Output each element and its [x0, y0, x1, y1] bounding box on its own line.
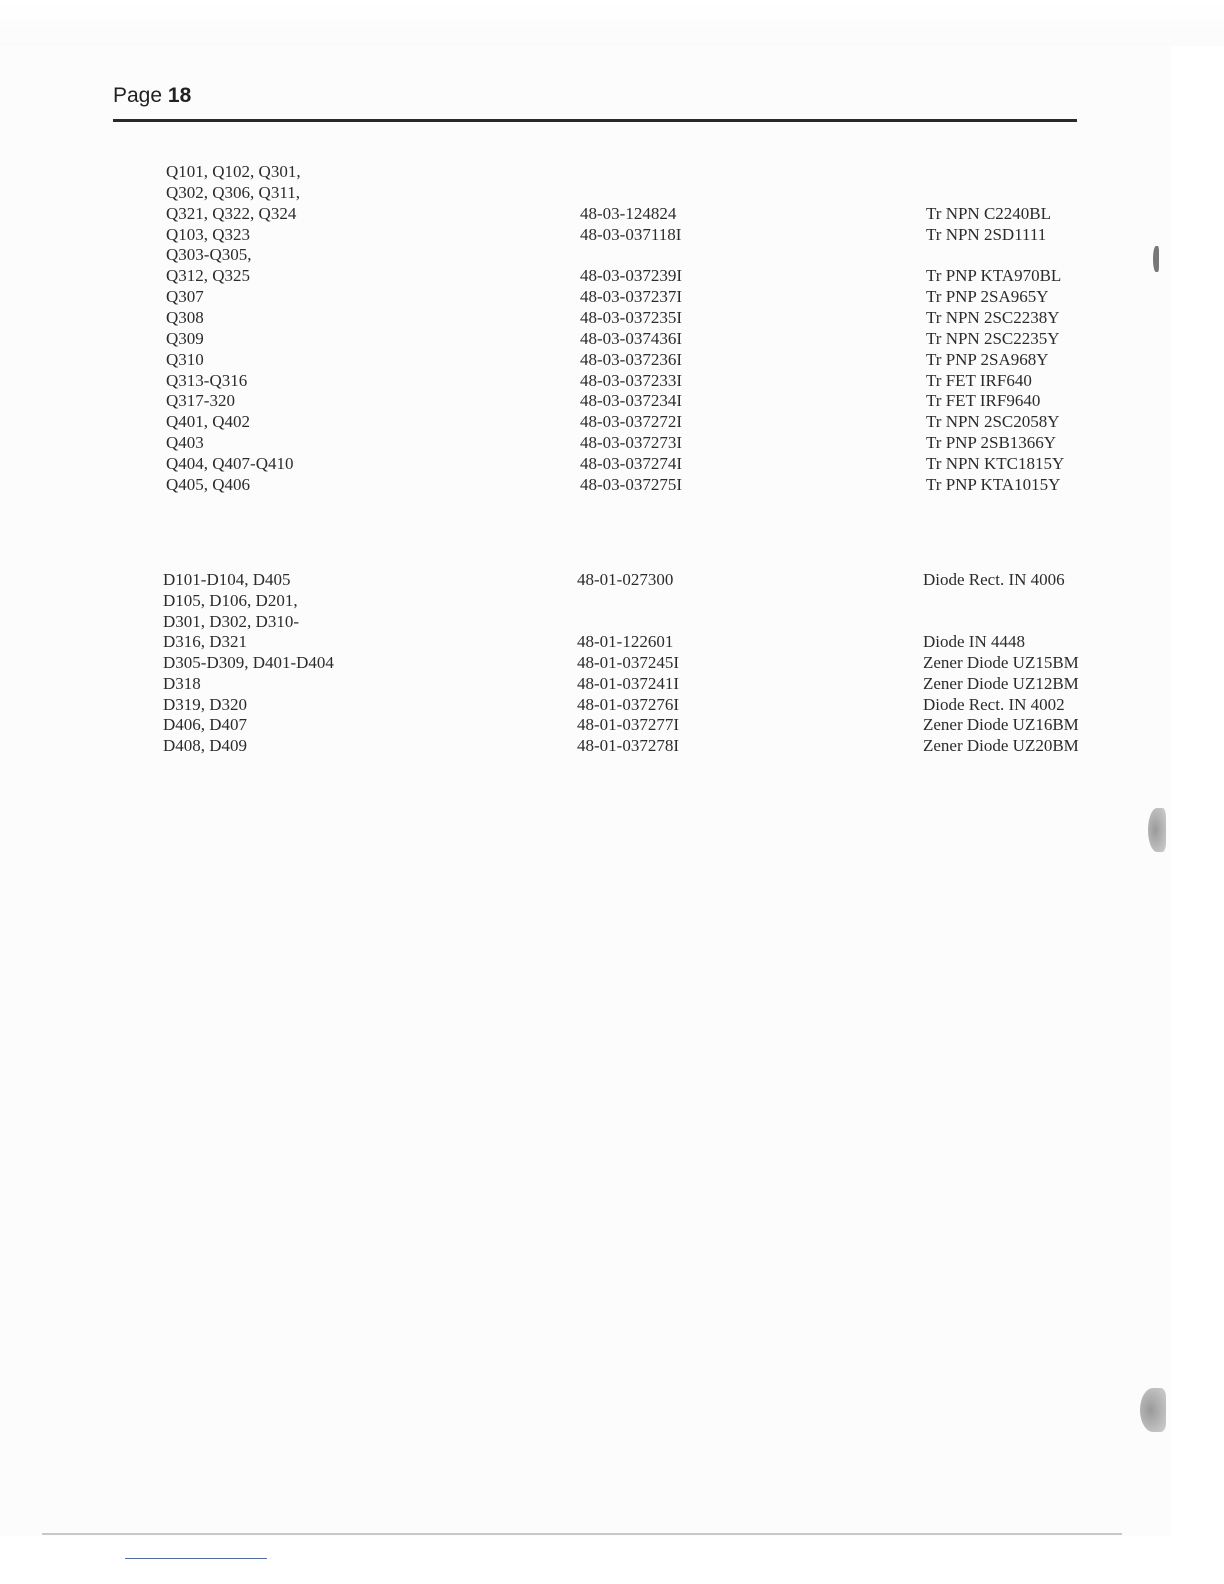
part-number: 48-01-037245I — [577, 653, 679, 672]
ref-designator: Q312, Q325 — [166, 266, 251, 286]
ref-designator: D301, D302, D310- — [163, 611, 299, 631]
part-number: 48-03-037235I — [580, 307, 682, 327]
part-description: Diode IN 4448 — [923, 632, 1025, 652]
part-number: 48-01-037278I — [577, 736, 679, 755]
binder-hole-mark — [1153, 246, 1159, 272]
part-number: 48-03-037237I — [580, 287, 682, 307]
part-description: Tr PNP 2SA968Y — [926, 349, 1049, 369]
ref-designator: Q405, Q406 — [166, 474, 251, 494]
part-number: 48-03-037272I — [580, 412, 682, 432]
ref-designator: Q309 — [166, 328, 204, 348]
part-number: 48-01-037241I — [577, 673, 679, 693]
part-number: 48-03-037275I — [580, 474, 682, 494]
ref-designator: D105, D106, D201, — [163, 590, 298, 610]
part-number: 48-01-027300 — [577, 570, 674, 589]
sheet-bottom-edge — [42, 1533, 1122, 1535]
part-number: 48-01-037277I — [577, 715, 679, 735]
part-number: 48-03-037274I — [580, 453, 682, 473]
part-description: Zener Diode UZ15BM — [923, 653, 1079, 672]
ref-designator: Q404, Q407-Q410 — [166, 453, 294, 473]
ref-designator: Q302, Q306, Q311, — [166, 182, 300, 202]
ref-designator: D408, D409 — [163, 736, 248, 755]
part-description: Tr NPN 2SC2238Y — [926, 307, 1060, 327]
part-number: 48-01-122601 — [577, 632, 674, 652]
underline-mark — [125, 1558, 267, 1559]
part-description: Tr PNP KTA1015Y — [926, 474, 1061, 494]
page-number: 18 — [167, 84, 192, 107]
ref-designator: Q308 — [166, 307, 204, 327]
part-description: Zener Diode UZ20BM — [923, 736, 1079, 755]
part-description: Tr FET IRF640 — [926, 370, 1032, 390]
part-description: Zener Diode UZ12BM — [923, 673, 1079, 693]
part-description: Diode Rect. IN 4002 — [923, 694, 1065, 714]
part-description: Tr PNP 2SB1366Y — [926, 433, 1057, 453]
part-description: Diode Rect. IN 4006 — [923, 570, 1065, 589]
ref-designator: D101-D104, D405 — [163, 570, 291, 589]
part-number: 48-03-124824 — [580, 203, 677, 223]
ref-designator: Q317-320 — [166, 391, 235, 411]
part-description: Tr PNP KTA970BL — [926, 266, 1062, 286]
ref-designator: D305-D309, D401-D404 — [163, 653, 334, 672]
part-number: 48-03-037239I — [580, 266, 682, 286]
part-number: 48-03-037118I — [580, 224, 682, 244]
part-description: Zener Diode UZ16BM — [923, 715, 1079, 735]
ref-designator: D318 — [163, 673, 201, 693]
part-description: Tr NPN 2SC2235Y — [926, 328, 1060, 348]
ref-designator: Q401, Q402 — [166, 412, 251, 432]
part-description: Tr NPN KTC1815Y — [926, 453, 1065, 473]
part-description: Tr NPN C2240BL — [926, 203, 1052, 223]
part-description: Tr PNP 2SA965Y — [926, 287, 1049, 307]
ref-designator: D406, D407 — [163, 715, 248, 735]
binder-hole — [1140, 1388, 1166, 1432]
part-number: 48-03-037236I — [580, 349, 682, 369]
ref-designator: Q303-Q305, — [166, 245, 252, 265]
header-rule — [113, 119, 1077, 122]
page-label: Page — [113, 84, 163, 107]
ref-designator: Q103, Q323 — [166, 224, 251, 244]
part-description: Tr NPN 2SD1111 — [926, 224, 1047, 244]
ref-designator: Q101, Q102, Q301, — [166, 162, 301, 181]
ref-designator: Q403 — [166, 433, 204, 453]
binder-hole — [1148, 808, 1166, 852]
ref-designator: Q321, Q322, Q324 — [166, 203, 297, 223]
part-number: 48-03-037233I — [580, 370, 682, 390]
ref-designator: D316, D321 — [163, 632, 248, 652]
part-number: 48-03-037273I — [580, 433, 682, 453]
ref-designator: Q313-Q316 — [166, 370, 248, 390]
part-description: Tr FET IRF9640 — [926, 391, 1041, 411]
ref-designator: Q307 — [166, 287, 204, 307]
part-description: Tr NPN 2SC2058Y — [926, 412, 1060, 432]
page-header — [113, 84, 191, 108]
ref-designator: D319, D320 — [163, 694, 248, 714]
part-number: 48-01-037276I — [577, 694, 679, 714]
ref-designator: Q310 — [166, 349, 204, 369]
part-number: 48-03-037234I — [580, 391, 682, 411]
part-number: 48-03-037436I — [580, 328, 682, 348]
scan-edge — [0, 0, 1224, 46]
